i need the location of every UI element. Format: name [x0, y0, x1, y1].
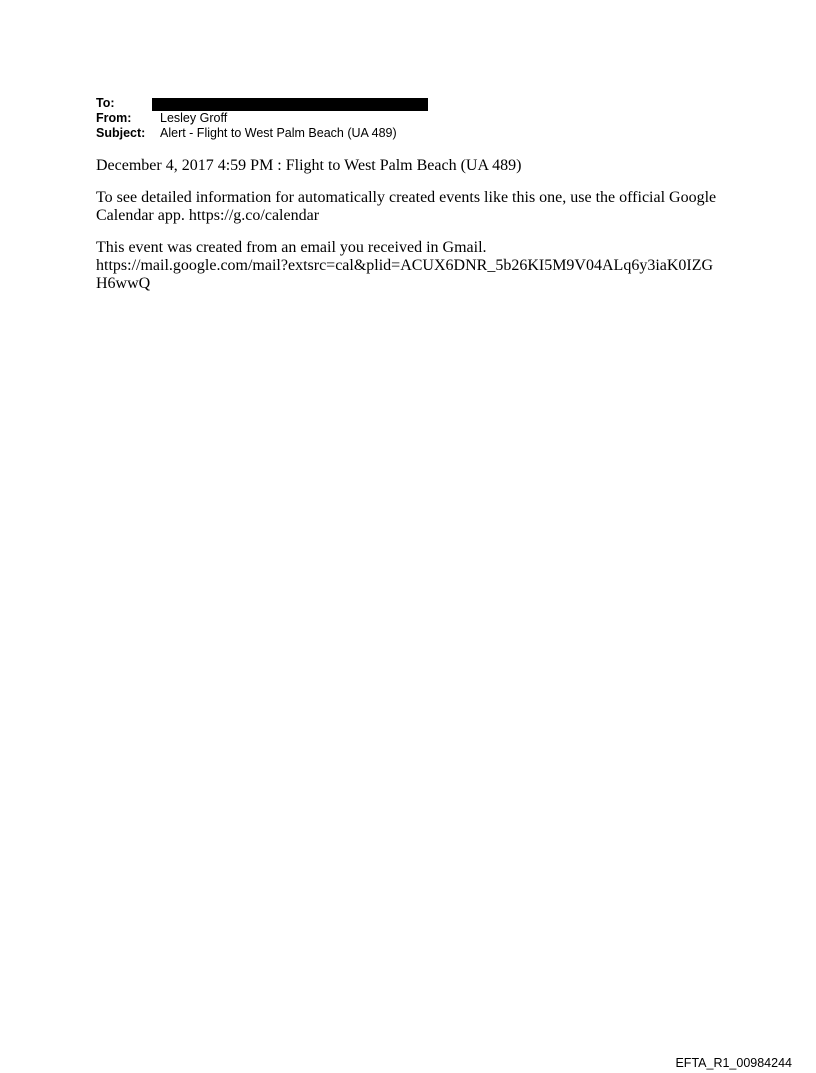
from-row: [96, 111, 428, 126]
info-paragraph: To see detailed information for automatically created events like this one, use the official Google Calendar app. https://g.co/calendar: [96, 189, 717, 224]
subject-value: Alert - Flight to West Palm Beach (UA 489): [160, 126, 397, 140]
subject-label: Subject:: [96, 126, 146, 140]
gmail-note: This event was created from an email you received in Gmail.: [96, 239, 487, 256]
email-header: [96, 96, 428, 141]
redacted-recipient: [152, 98, 428, 111]
event-line: December 4, 2017 4:59 PM : Flight to West Palm Beach (UA 489): [96, 157, 522, 174]
gmail-paragraph: [96, 239, 736, 293]
document-id: EFTA_R1_00984244: [675, 1056, 792, 1070]
to-row: [96, 96, 428, 111]
from-value: Lesley Groff: [160, 111, 228, 125]
subject-row: [96, 126, 428, 141]
to-label: To:: [96, 96, 115, 110]
gmail-url: https://mail.google.com/mail?extsrc=cal&plid=ACUX6DNR_5b26KI5M9V04ALq6y3iaK0IZGH6wwQ: [96, 257, 714, 292]
from-label: From:: [96, 111, 132, 125]
email-body: [96, 157, 736, 307]
